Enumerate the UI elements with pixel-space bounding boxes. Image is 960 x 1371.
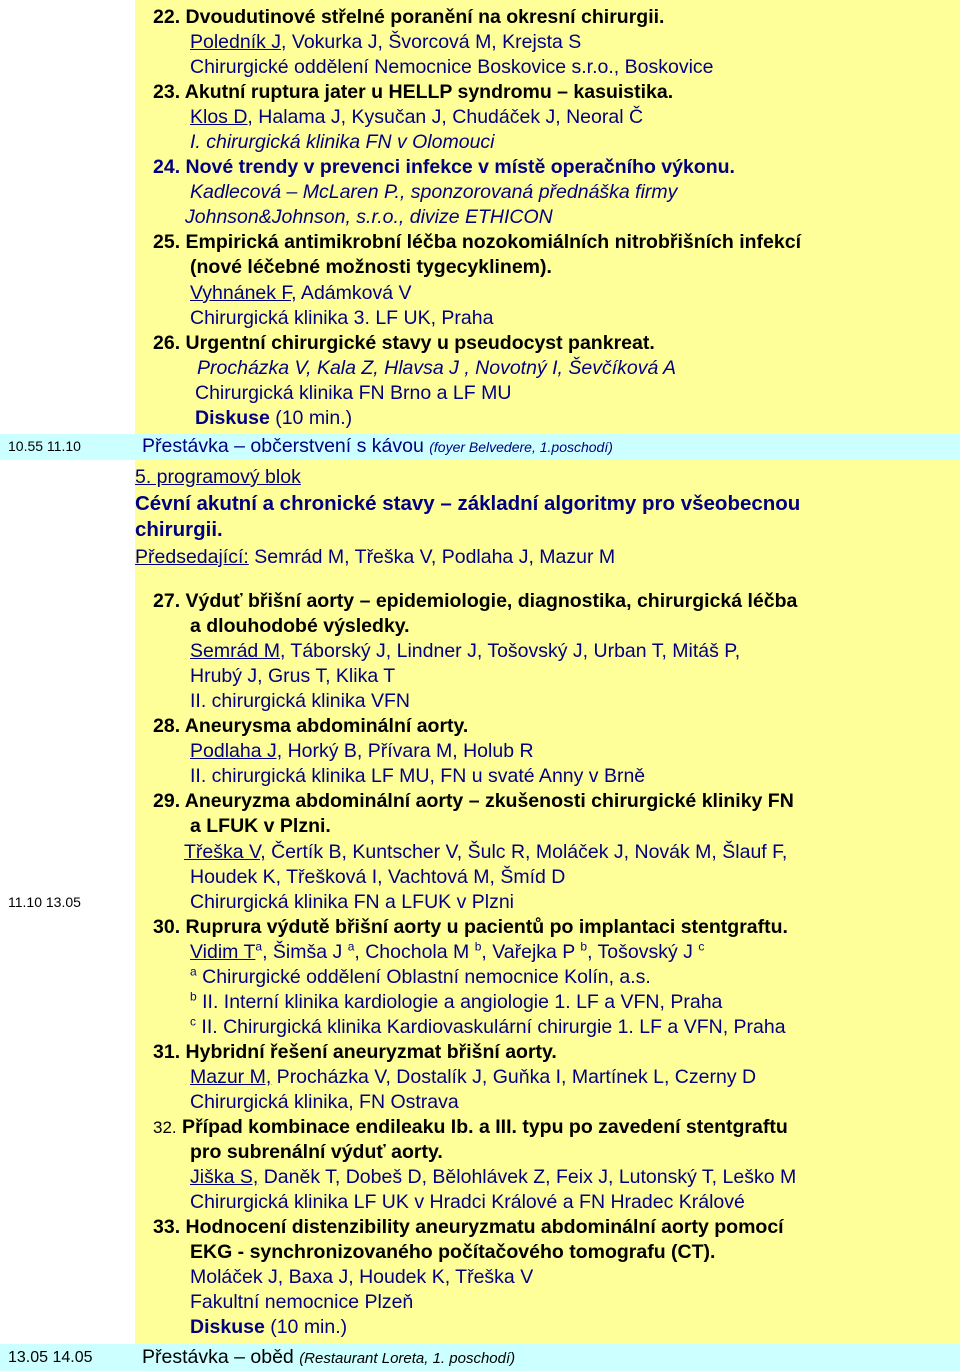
talk-25-authors: Vyhnánek F, Adámková V (190, 282, 412, 304)
talk-30-institution-c: $^c$ II. Chirurgická klinika Kardiovaskulární chirurgie 1. LF a VFN, Praha (190, 1014, 786, 1038)
talk-28-authors: Podlaha J, Horký B, Přívara M, Holub R (190, 740, 534, 762)
break-1-label: Přestávka – občerstvení s kávou (foyer Belvedere, 1.poschodí) (142, 435, 613, 457)
talk-25-title-cont: (nové léčebné možnosti tygecyklinem). (190, 256, 552, 278)
talk-32-institution: Chirurgická klinika LF UK v Hradci Králové a FN Hradec Králové (190, 1191, 745, 1213)
talk-24-company: Johnson&Johnson, s.r.o., divize ETHICON (185, 206, 553, 228)
talk-32-title-cont: pro subrenální výduť aorty. (190, 1141, 443, 1163)
presenting-author: Mazur M, (190, 1066, 272, 1088)
talk-23-institution: I. chirurgická klinika FN v Olomouci (190, 131, 495, 153)
discussion-2: Diskuse (10 min.) (190, 1316, 348, 1338)
talk-29-authors-cont: Houdek K, Třešková I, Vachtová M, Šmíd D (190, 866, 566, 888)
talk-23-title: 23. Akutní ruptura jater u HELLP syndromu – kasuistika. (153, 81, 674, 103)
talk-31-institution: Chirurgická klinika, FN Ostrava (190, 1091, 459, 1113)
talk-25-title: 25. Empirická antimikrobní léčba nozokomiálních nitrobřišních infekcí (153, 231, 801, 253)
presenting-author: Vyhnánek F, (190, 282, 297, 304)
talk-33-title: 33. Hodnocení distenzibility aneuryzmatu abdominální aorty pomocí (153, 1216, 784, 1238)
block-5-title: Cévní akutní a chronické stavy – základní algoritmy pro všeobecnou (135, 492, 801, 515)
talk-32-title: 32. Případ kombinace endileaku Ib. a III. typu po zavedení stentgraftu (153, 1116, 788, 1138)
talk-24-sponsor: Kadlecová – McLaren P., sponzorovaná přednáška firmy (190, 181, 678, 203)
talk-25-institution: Chirurgická klinika 3. LF UK, Praha (190, 307, 494, 329)
lunch-label: Přestávka – oběd (Restaurant Loreta, 1. poschodí) (142, 1346, 516, 1368)
discussion-1: Diskuse (10 min.) (195, 407, 353, 429)
talk-31-title: 31. Hybridní řešení aneuryzmat břišní aorty. (153, 1041, 557, 1063)
talk-26-authors: Procházka V, Kala Z, Hlavsa J , Novotný I, Ševčíková A (197, 357, 677, 379)
block-5-heading: 5. programový blok (135, 466, 301, 488)
talk-27-authors-cont: Hrubý J, Grus T, Klika T (190, 665, 396, 687)
break-1-time: 10.55 11.10 (8, 438, 81, 454)
talk-33-title-cont: EKG - synchronizovaného počítačového tomografu (CT). (190, 1241, 716, 1263)
talk-29-title: 29. Aneuryzma abdominální aorty – zkušenosti chirurgické kliniky FN (153, 790, 794, 812)
talk-30-institution-b: $^b$ II. Interní klinika kardiologie a angiologie 1. LF a VFN, Praha (190, 989, 723, 1013)
presenting-author: Klos D, (190, 106, 253, 128)
talk-30-title: 30. Ruprura výdutě břišní aorty u pacientů po implantaci stentgraftu. (153, 916, 788, 938)
talk-30-institution-a: $^a$ Chirurgické oddělení Oblastní nemocnice Kolín, a.s. (190, 964, 651, 988)
block-5-title-cont: chirurgii. (135, 518, 223, 541)
talk-23-authors: Klos D, Halama J, Kysučan J, Chudáček J, Neoral Č (190, 106, 644, 128)
block-5-chairs: Předsedající: Semrád M, Třeška V, Podlaha J, Mazur M (135, 546, 616, 568)
talk-27-title: 27. Výduť břišní aorty – epidemiologie, diagnostika, chirurgická léčba (153, 590, 798, 612)
talk-27-authors: Semrád M, Táborský J, Lindner J, Tošovský J, Urban T, Mitáš P, (190, 640, 741, 662)
talk-29-title-cont: a LFUK v Plzni. (190, 815, 331, 837)
talk-33-institution: Fakultní nemocnice Plzeň (190, 1291, 414, 1313)
talk-27-institution: II. chirurgická klinika VFN (190, 690, 410, 712)
talk-27-title-cont: a dlouhodobé výsledky. (190, 615, 410, 637)
talk-33-authors: Moláček J, Baxa J, Houdek K, Třeška V (190, 1266, 534, 1288)
lunch-time: 13.05 14.05 (8, 1349, 93, 1366)
presenting-author: Jiška S, (190, 1166, 259, 1188)
talk-29-institution: Chirurgická klinika FN a LFUK v Plzni (190, 891, 515, 913)
presenting-author: Poledník J, (190, 31, 287, 53)
talk-22-institution: Chirurgické oddělení Nemocnice Boskovice s.r.o., Boskovice (190, 56, 714, 78)
block-5-time: 11.10 13.05 (8, 894, 81, 910)
talk-31-authors: Mazur M, Procházka V, Dostalík J, Guňka I, Martínek L, Czerny D (190, 1066, 757, 1088)
talk-29-authors: Třeška V, Čertík B, Kuntscher V, Šulc R, Moláček J, Novák M, Šlauf F, (184, 841, 788, 863)
talk-24-title: 24. Nové trendy v prevenci infekce v místě operačního výkonu. (153, 156, 735, 178)
talk-22-authors: Poledník J, Vokurka J, Švorcová M, Krejsta S (190, 31, 582, 53)
talk-22-title: 22. Dvoudutinové střelné poranění na okresní chirurgii. (153, 6, 665, 28)
presenting-author: Třeška V, (184, 841, 266, 863)
talk-28-institution: II. chirurgická klinika LF MU, FN u svaté Anny v Brně (190, 765, 646, 787)
talk-28-title: 28. Aneurysma abdominální aorty. (153, 715, 469, 737)
talk-26-institution: Chirurgická klinika FN Brno a LF MU (195, 382, 512, 404)
talk-32-authors: Jiška S, Daněk T, Dobeš D, Bělohlávek Z, Feix J, Lutonský T, Leško M (190, 1166, 797, 1188)
talk-30-authors: Vidim $T^a$, Šimša J $^a$, Chochola M $^b$, Vařejka P $^b$, Tošovský J $^c$ (190, 939, 705, 963)
presenting-author: Semrád M, (190, 640, 286, 662)
talk-26-title: 26. Urgentní chirurgické stavy u pseudocyst pankreat. (153, 332, 655, 354)
presenting-author: Podlaha J, (190, 740, 283, 762)
